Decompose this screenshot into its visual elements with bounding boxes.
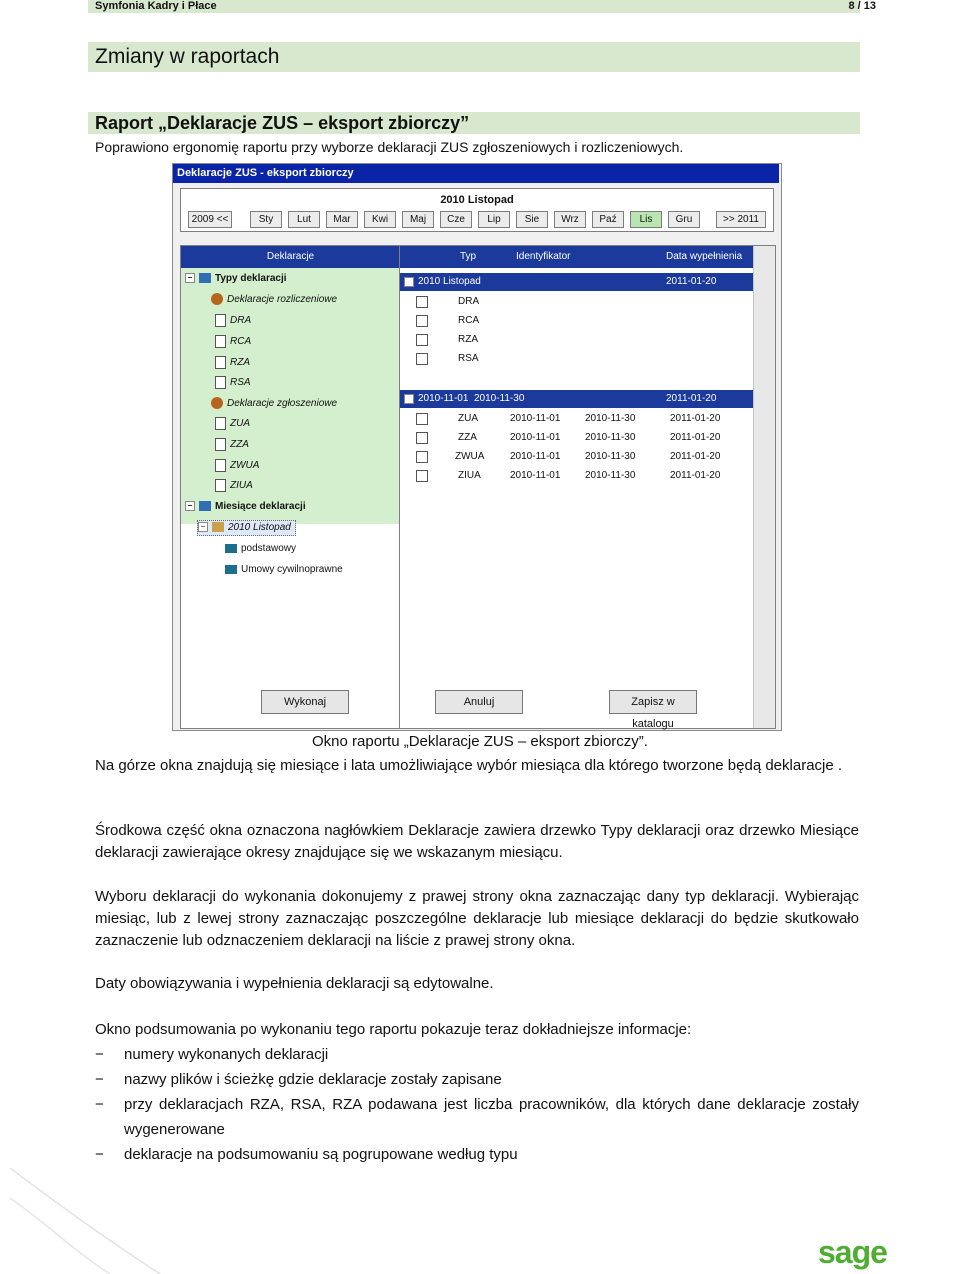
row-fill-date[interactable]: 2011-01-20 xyxy=(670,413,721,424)
declarations-list-panel xyxy=(399,245,776,729)
month-selector xyxy=(180,188,774,232)
scrollbar[interactable] xyxy=(753,246,775,728)
month-button-kwi[interactable]: Kwi xyxy=(364,211,396,228)
bullet-text: deklaracje na podsumowaniu są pogrupowane według typu xyxy=(124,1146,518,1163)
tree-node-dra[interactable] xyxy=(215,314,251,328)
row-type: RZA xyxy=(458,334,478,345)
row-date-from[interactable]: 2010-11-01 xyxy=(510,470,561,481)
bullet-marker: − xyxy=(95,1146,104,1163)
list-row-rsa[interactable] xyxy=(400,350,753,368)
section-heading: Zmiany w raportach xyxy=(95,45,280,68)
declarations-tree-panel xyxy=(180,245,401,729)
group-label: 2010 Listopad xyxy=(418,276,481,287)
collapse-icon[interactable]: − xyxy=(198,522,208,532)
prev-year-button[interactable]: 2009 << xyxy=(188,211,232,228)
tree-node-registration[interactable] xyxy=(211,397,337,411)
tree-node-rca[interactable] xyxy=(215,335,251,349)
document-icon xyxy=(215,335,226,348)
tree-node-month-selected[interactable] xyxy=(197,520,296,536)
document-icon xyxy=(215,417,226,430)
document-icon xyxy=(215,438,226,451)
collapse-icon[interactable]: − xyxy=(185,273,195,283)
tree-label: ZZA xyxy=(230,439,249,451)
row-date-to[interactable]: 2010-11-30 xyxy=(585,451,636,462)
paragraph-months xyxy=(95,755,859,777)
tree-node-basic[interactable] xyxy=(225,542,296,556)
row-type: ZUA xyxy=(458,413,478,424)
tree-node-zza[interactable] xyxy=(215,438,249,452)
next-year-button[interactable]: >> 2011 xyxy=(716,211,766,228)
group-label: 2010-11-01 2010-11-30 xyxy=(418,393,525,404)
list-row-rza[interactable] xyxy=(400,331,753,349)
month-button-sie[interactable]: Sie xyxy=(516,211,548,228)
subsection-heading: Raport „Deklaracje ZUS – eksport zbiorczy” xyxy=(95,113,470,133)
bullet-marker: − xyxy=(95,1046,104,1063)
tree-label: RSA xyxy=(230,377,251,389)
bullet-marker: − xyxy=(95,1071,104,1088)
tree-node-civil[interactable] xyxy=(225,563,343,577)
tree-label: 2010 Listopad xyxy=(228,522,291,533)
row-date-from[interactable]: 2010-11-01 xyxy=(510,451,561,462)
tree-label: DRA xyxy=(230,315,252,327)
paragraph-text: Daty obowiązywania i wypełnienia deklaracji są edytowalne. xyxy=(95,975,494,992)
bullet-text: nazwy plików i ścieżkę gdzie deklaracje zostały zapisane xyxy=(124,1071,502,1088)
tree-label: Umowy cywilnoprawne xyxy=(241,564,343,575)
figure-caption: Okno raportu „Deklaracje ZUS – eksport zbiorczy”. xyxy=(312,733,648,750)
list-row-dra[interactable] xyxy=(400,293,753,311)
list-row-ziua[interactable] xyxy=(400,467,753,485)
row-checkbox[interactable] xyxy=(416,470,428,482)
group-date[interactable]: 2011-01-20 xyxy=(666,393,717,404)
row-type: ZZA xyxy=(458,432,477,443)
row-type: RCA xyxy=(458,315,480,326)
list-header xyxy=(400,246,753,268)
bullet-marker: − xyxy=(95,1096,104,1113)
tree-label: Deklaracje zgłoszeniowe xyxy=(227,398,338,409)
collapse-icon[interactable]: − xyxy=(185,501,195,511)
tree-node-rza[interactable] xyxy=(215,356,250,370)
column-header-fill-date[interactable]: Data wypełnienia xyxy=(666,251,743,262)
row-checkbox[interactable] xyxy=(416,334,428,346)
tree-node-settlement[interactable] xyxy=(211,293,337,307)
list-row-zza[interactable] xyxy=(400,429,753,447)
document-icon xyxy=(215,376,226,389)
row-fill-date[interactable]: 2011-01-20 xyxy=(670,432,721,443)
month-button-wrz[interactable]: Wrz xyxy=(554,211,586,228)
paragraph-dates xyxy=(95,973,859,995)
paragraph-summary xyxy=(95,1019,859,1041)
document-icon xyxy=(215,459,226,472)
tree-label: Typy deklaracji xyxy=(215,273,287,284)
people-icon xyxy=(211,397,223,409)
month-button-lip[interactable]: Lip xyxy=(478,211,510,228)
month-button-cze[interactable]: Cze xyxy=(440,211,472,228)
tree-label: RZA xyxy=(230,357,250,369)
tree-label: podstawowy xyxy=(241,543,297,554)
calendar-icon xyxy=(199,501,211,511)
collapse-icon[interactable]: − xyxy=(404,394,414,404)
row-date-to[interactable]: 2010-11-30 xyxy=(585,432,636,443)
row-type: RSA xyxy=(458,353,479,364)
list-row-zwua[interactable] xyxy=(400,448,753,466)
document-icon xyxy=(215,479,226,492)
tree-header: Deklaracje xyxy=(181,246,400,268)
paragraph-text: Wyboru deklaracji do wykonania dokonujemy z prawej strony okna zaznaczając dany typ deklaracji. Wybierając miesiąc, lub z lewej strony zaznaczając poszczególne deklaracje lub miesiące deklaracji do będzie skutkowało zaznaczenie lub odznaczeniem deklaracji na liście z prawej strony okna. xyxy=(95,888,859,949)
tree-label: RCA xyxy=(230,336,252,348)
row-fill-date[interactable]: 2011-01-20 xyxy=(670,451,721,462)
cancel-button[interactable]: Anuluj xyxy=(435,690,523,714)
paragraph-text: Środkowa część okna oznaczona nagłówkiem Deklaracje zawiera drzewko Typy deklaracji oraz drzewko Miesiące deklaracji zawierające okresy znajdujące się we wskazanym miesiącu. xyxy=(95,822,859,861)
month-title: 2010 Listopad xyxy=(440,194,514,206)
row-type: ZWUA xyxy=(455,451,485,462)
row-fill-date[interactable]: 2011-01-20 xyxy=(670,470,721,481)
window-title: Deklaracje ZUS - eksport zbiorczy xyxy=(173,164,779,183)
list-row-zua[interactable] xyxy=(400,410,753,428)
tree-label: ZUA xyxy=(230,418,250,430)
month-button-paz[interactable]: Paź xyxy=(592,211,624,228)
row-checkbox[interactable] xyxy=(416,353,428,365)
run-button[interactable]: Wykonaj xyxy=(261,690,349,714)
leaf-watermark xyxy=(10,1138,170,1274)
row-checkbox[interactable] xyxy=(416,451,428,463)
month-button-lut[interactable]: Lut xyxy=(288,211,320,228)
save-to-folder-button[interactable]: Zapisz w katalogu xyxy=(609,690,697,714)
paragraph-middle xyxy=(95,820,859,864)
paragraph-text: Okno podsumowania po wykonaniu tego raportu pokazuje teraz dokładniejsze informacje: xyxy=(95,1021,692,1038)
tree-node-zwua[interactable] xyxy=(215,459,259,473)
document-title: Symfonia Kadry i Płace xyxy=(95,0,217,12)
group-date[interactable]: 2011-01-20 xyxy=(666,276,717,287)
row-checkbox[interactable] xyxy=(416,413,428,425)
tree-label: Deklaracje rozliczeniowe xyxy=(227,294,338,305)
row-date-from[interactable]: 2010-11-01 xyxy=(510,413,561,424)
collapse-icon[interactable]: − xyxy=(404,277,414,287)
month-button-gru[interactable]: Gru xyxy=(668,211,700,228)
column-header-type[interactable]: Typ xyxy=(460,251,477,262)
month-button-lis[interactable]: Lis xyxy=(630,211,662,228)
document-icon xyxy=(215,314,226,327)
bullet-text: przy deklaracjach RZA, RSA, RZA podawana jest liczba pracowników, dla których dane deklaracje zostały wygenerowane xyxy=(124,1096,859,1138)
group-header-month[interactable] xyxy=(400,273,753,291)
month-button-mar[interactable]: Mar xyxy=(326,211,358,228)
tree-node-months[interactable] xyxy=(185,500,306,514)
row-date-to[interactable]: 2010-11-30 xyxy=(585,470,636,481)
folder-icon xyxy=(199,273,211,283)
row-type: DRA xyxy=(458,296,480,307)
month-button-sty[interactable]: Sty xyxy=(250,211,282,228)
page-number: 8 / 13 xyxy=(848,0,876,12)
list-row-rca[interactable] xyxy=(400,312,753,330)
paragraph-text: Na górze okna znajdują się miesiące i lata umożliwiające wybór miesiąca dla którego tworzone będą deklaracje . xyxy=(95,757,843,774)
intro-text: Poprawiono ergonomię raportu przy wyborze deklaracji ZUS zgłoszeniowych i rozliczeniowych. xyxy=(95,139,684,155)
people-icon xyxy=(211,293,223,305)
sage-logo: sage xyxy=(818,1234,887,1270)
tree-node-rsa[interactable] xyxy=(215,376,251,390)
tree-node-types[interactable] xyxy=(185,272,287,286)
tree-node-ziua[interactable] xyxy=(215,479,253,493)
book-icon xyxy=(225,565,237,574)
folder-icon xyxy=(212,522,224,532)
tree-label: ZIUA xyxy=(230,480,253,492)
row-checkbox[interactable] xyxy=(416,315,428,327)
tree-label: Miesiące deklaracji xyxy=(215,501,306,512)
tree-label: ZWUA xyxy=(230,460,260,472)
bullet-text: numery wykonanych deklaracji xyxy=(124,1046,329,1063)
group-header-period[interactable] xyxy=(400,390,753,408)
row-checkbox[interactable] xyxy=(416,296,428,308)
book-icon xyxy=(225,544,237,553)
paragraph-selection xyxy=(95,886,859,952)
column-header-identifier[interactable]: Identyfikator xyxy=(516,251,571,262)
row-date-to[interactable]: 2010-11-30 xyxy=(585,413,636,424)
report-window xyxy=(172,163,782,731)
document-icon xyxy=(215,356,226,369)
row-type: ZIUA xyxy=(458,470,481,481)
row-checkbox[interactable] xyxy=(416,432,428,444)
tree-node-zua[interactable] xyxy=(215,417,250,431)
month-button-maj[interactable]: Maj xyxy=(402,211,434,228)
row-date-from[interactable]: 2010-11-01 xyxy=(510,432,561,443)
